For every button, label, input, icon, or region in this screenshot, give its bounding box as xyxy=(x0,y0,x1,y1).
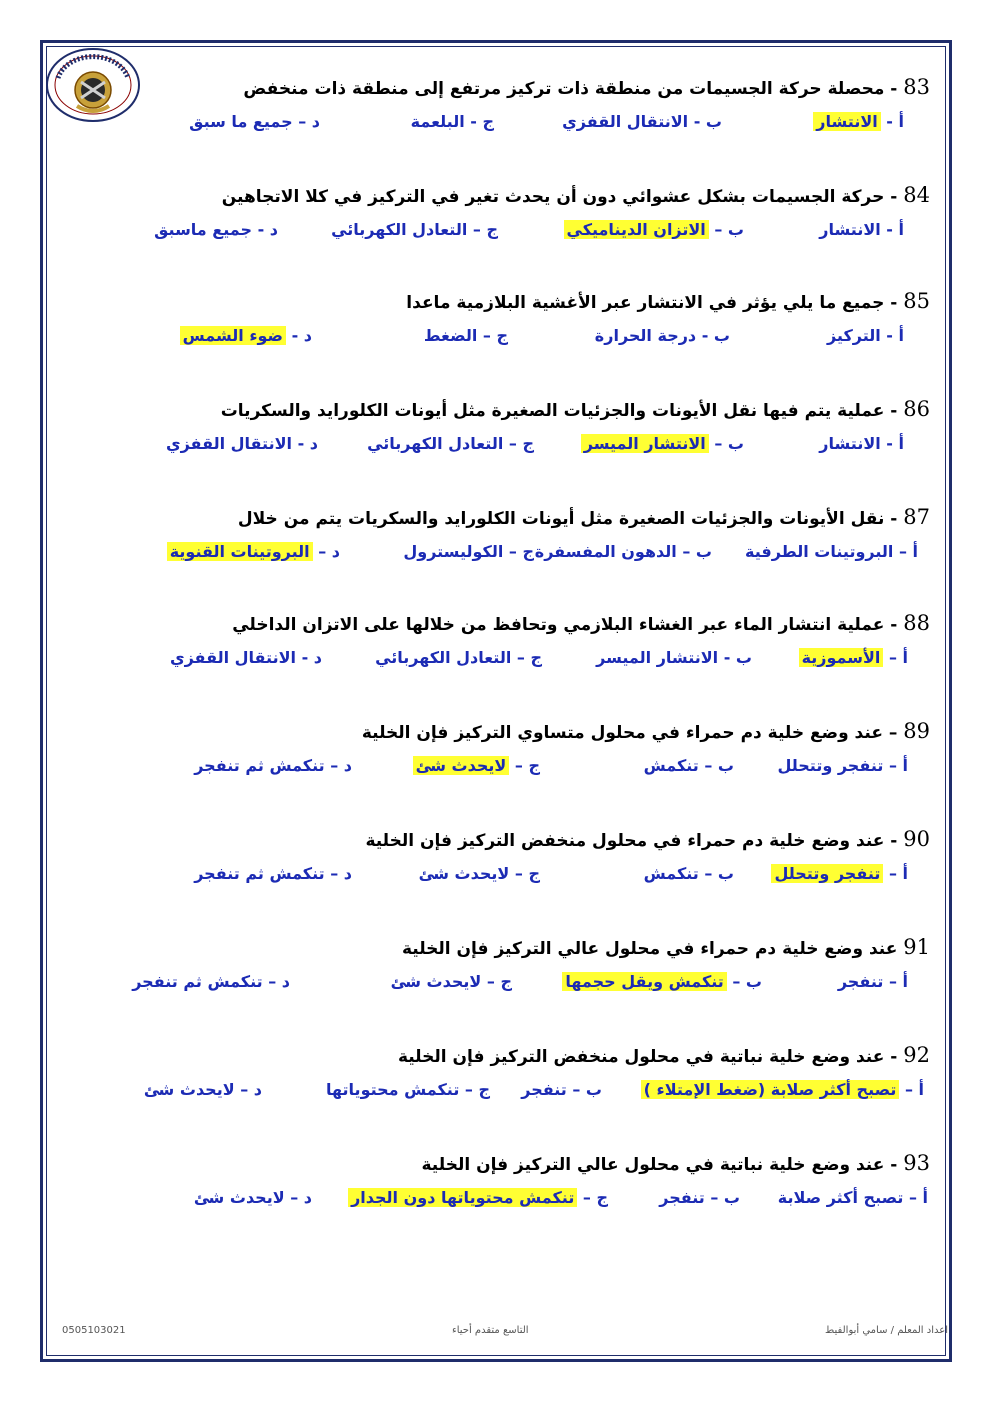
question-text: - حركة الجسيمات بشكل عشوائي دون أن يحدث تغير في التركيز في كلا الاتجاهين xyxy=(221,187,904,207)
options-row xyxy=(60,429,930,463)
question-number: 90 xyxy=(903,827,930,851)
option-label: ب – xyxy=(704,1188,740,1207)
option-b[interactable] xyxy=(581,429,744,459)
question-text-line xyxy=(60,181,930,209)
option-d[interactable] xyxy=(154,215,278,245)
option-label: ج – xyxy=(481,972,512,991)
option-label: ب - xyxy=(696,326,730,345)
question-text: - جميع ما يلي يؤثر في الانتشار عبر الأغشية البلازمية ماعدا xyxy=(406,293,904,313)
question-text: - عند وضع خلية نباتية في محلول منخفض التركيز فإن الخلية xyxy=(397,1047,904,1067)
option-text: تنكمش ثم تنفجر xyxy=(132,972,263,991)
option-c[interactable] xyxy=(391,967,512,997)
option-text: تنفجر وتتحلل xyxy=(777,756,884,775)
option-label: ب – xyxy=(676,542,712,561)
option-b[interactable] xyxy=(644,751,734,781)
question-number: 85 xyxy=(903,289,930,313)
option-label: د – xyxy=(292,112,320,131)
option-label: د - xyxy=(286,326,312,345)
question-text-line xyxy=(60,1041,930,1069)
question-text: عند وضع خلية دم حمراء في محلول عالي التركيز فإن الخلية xyxy=(401,939,904,959)
question-text: - محصلة حركة الجسيمات من منطقة ذات تركيز مرتفع إلى منطقة ذات منخفض xyxy=(243,79,904,99)
option-text: تنفجر xyxy=(837,972,884,991)
footer-author: اعداد المعلم / سامي أبوالفيط xyxy=(825,1325,948,1336)
question-84 xyxy=(60,181,930,249)
option-b[interactable] xyxy=(595,321,730,351)
option-d[interactable] xyxy=(194,751,352,781)
option-text: تنكمش محتوياتها xyxy=(325,1080,460,1099)
option-label: ج – xyxy=(459,1080,490,1099)
question-text-line xyxy=(60,609,930,637)
option-a[interactable] xyxy=(838,967,908,997)
option-c[interactable] xyxy=(348,1183,608,1213)
option-label: ب – xyxy=(698,756,734,775)
option-text: الانتقال القفزي xyxy=(562,112,689,131)
option-text: جميع ما سبق xyxy=(189,112,293,131)
option-a[interactable] xyxy=(827,321,904,351)
question-86 xyxy=(60,395,930,463)
question-number: 87 xyxy=(903,505,930,529)
option-text: لايحدث شئ xyxy=(413,756,510,775)
option-a[interactable] xyxy=(819,215,904,245)
option-c[interactable] xyxy=(367,429,534,459)
option-label: ج – xyxy=(477,326,508,345)
option-text: تنفجر وتتحلل xyxy=(771,864,883,883)
option-text: الأسموزية xyxy=(799,648,884,667)
option-text: التعادل الكهربائي xyxy=(367,434,504,453)
option-c[interactable] xyxy=(375,643,542,673)
option-text: البروتينات القنوية xyxy=(167,542,313,561)
option-text: التركيز xyxy=(826,326,881,345)
option-a[interactable] xyxy=(745,537,918,567)
option-c[interactable] xyxy=(413,751,540,781)
option-text: لايحدث شئ xyxy=(143,1080,235,1099)
option-label: ب - xyxy=(718,648,752,667)
option-b[interactable] xyxy=(521,1075,602,1105)
option-a[interactable] xyxy=(777,751,908,781)
question-text: - عملية يتم فيها نقل الأيونات والجزئيات الصغيرة مثل أيونات الكلورايد والسكريات xyxy=(220,401,904,421)
option-label: د – xyxy=(324,756,352,775)
option-d[interactable] xyxy=(194,1183,312,1213)
option-label: أ – xyxy=(883,756,908,775)
question-text: - عند وضع خلية نباتية في محلول عالي التركيز فإن الخلية xyxy=(421,1155,904,1175)
question-text-line xyxy=(60,287,930,315)
options-row xyxy=(60,1075,930,1109)
option-c[interactable] xyxy=(326,1075,490,1105)
option-label: ج – xyxy=(509,864,540,883)
question-text: - نقل الأيونات والجزئيات الصغيرة مثل أيونات الكلورايد والسكريات يتم من خلال xyxy=(237,509,904,529)
options-row xyxy=(60,859,930,893)
option-label: أ – xyxy=(883,864,908,883)
option-text: الانتشار xyxy=(819,434,881,453)
option-a[interactable] xyxy=(819,429,904,459)
option-label: أ – xyxy=(899,1080,924,1099)
question-92 xyxy=(60,1041,930,1109)
question-text: - عملية انتشار الماء عبر الغشاء البلازمي وتحافظ من خلالها على الاتزان الداخلي xyxy=(232,615,904,635)
option-label: أ - xyxy=(880,326,904,345)
question-text-line xyxy=(60,825,930,853)
option-text: الانتقال القفزي xyxy=(169,648,296,667)
option-text: الانتشار الميسر xyxy=(581,434,709,453)
option-text: تنكمش ثم تنفجر xyxy=(194,864,325,883)
option-a[interactable] xyxy=(641,1075,924,1105)
question-text-line xyxy=(60,1149,930,1177)
option-b[interactable] xyxy=(596,643,752,673)
option-text: تنكمش ويقل حجمها xyxy=(562,972,726,991)
option-label: أ – xyxy=(893,542,918,561)
option-text: جميع ماسبق xyxy=(154,220,252,239)
option-label: أ - xyxy=(880,220,904,239)
question-text-line xyxy=(60,933,930,961)
option-d[interactable] xyxy=(170,643,322,673)
options-row xyxy=(60,537,930,571)
option-b[interactable] xyxy=(644,859,734,889)
option-d[interactable] xyxy=(194,859,352,889)
options-row xyxy=(60,751,930,785)
question-number: 84 xyxy=(903,183,930,207)
option-label: ج – xyxy=(509,756,540,775)
option-a[interactable] xyxy=(813,107,904,137)
option-c[interactable] xyxy=(403,537,534,567)
question-88 xyxy=(60,609,930,677)
options-row xyxy=(60,1183,930,1217)
option-label: أ – xyxy=(883,648,908,667)
option-text: لايحدث شئ xyxy=(193,1188,285,1207)
option-text: تنكمش محتوياتها دون الجدار xyxy=(348,1188,577,1207)
option-b[interactable] xyxy=(659,1183,740,1213)
question-text: - عند وضع خلية دم حمراء في محلول منخفض التركيز فإن الخلية xyxy=(365,831,904,851)
option-label: أ - xyxy=(880,112,904,131)
option-text: البلعمة xyxy=(410,112,465,131)
question-83 xyxy=(60,73,930,141)
option-a[interactable] xyxy=(771,859,908,889)
option-label: ج – xyxy=(503,434,534,453)
question-number: 93 xyxy=(903,1151,930,1175)
options-row xyxy=(60,643,930,677)
option-text: تنفجر xyxy=(521,1080,567,1099)
option-label: ب - xyxy=(688,112,722,131)
question-87 xyxy=(60,503,930,571)
option-d[interactable] xyxy=(189,107,320,137)
option-text: الانتقال القفزي xyxy=(165,434,292,453)
option-text: الكوليسترول xyxy=(403,542,504,561)
option-text: الضغط xyxy=(423,326,478,345)
option-label: أ – xyxy=(903,1188,928,1207)
option-text: الانتشار xyxy=(819,220,881,239)
question-text-line xyxy=(60,73,930,101)
question-number: 91 xyxy=(903,935,930,959)
option-label: ب – xyxy=(708,220,744,239)
option-label: د – xyxy=(234,1080,262,1099)
option-label: أ – xyxy=(883,972,908,991)
option-text: التعادل الكهربائي xyxy=(331,220,468,239)
option-text: تصبح أكثر صلابة xyxy=(777,1188,904,1207)
options-row xyxy=(60,215,930,249)
option-text: الانتشار xyxy=(813,112,880,131)
option-label: ج - xyxy=(464,112,494,131)
question-number: 83 xyxy=(903,75,930,99)
option-label: د - xyxy=(296,648,322,667)
option-label: د – xyxy=(324,864,352,883)
option-text: الدهون المفسفرة xyxy=(534,542,677,561)
option-text: لايحدث شئ xyxy=(390,972,482,991)
option-label: أ - xyxy=(880,434,904,453)
option-a[interactable] xyxy=(778,1183,928,1213)
question-number: 86 xyxy=(903,397,930,421)
option-text: البروتينات الطرفية xyxy=(744,542,894,561)
question-text: – عند وضع خلية دم حمراء في محلول متساوي التركيز فإن الخلية xyxy=(361,723,904,743)
option-text: التعادل الكهربائي xyxy=(375,648,512,667)
option-text: ضوء الشمس xyxy=(180,326,286,345)
question-90 xyxy=(60,825,930,893)
option-label: ب – xyxy=(566,1080,602,1099)
option-b[interactable] xyxy=(535,537,712,567)
question-number: 92 xyxy=(903,1043,930,1067)
option-text: درجة الحرارة xyxy=(594,326,697,345)
options-row xyxy=(60,107,930,141)
option-label: ج – xyxy=(511,648,542,667)
option-label: ب – xyxy=(708,434,744,453)
footer-phone: 0505103021 xyxy=(62,1325,126,1336)
option-label: د – xyxy=(262,972,290,991)
question-text-line xyxy=(60,395,930,423)
option-text: تنكمش ثم تنفجر xyxy=(194,756,325,775)
option-d[interactable] xyxy=(144,1075,262,1105)
option-text: تنكمش xyxy=(643,756,699,775)
option-label: ج – xyxy=(503,542,534,561)
option-c[interactable] xyxy=(331,215,498,245)
option-d[interactable] xyxy=(180,321,312,351)
option-c[interactable] xyxy=(424,321,508,351)
option-label: د - xyxy=(252,220,278,239)
option-label: د – xyxy=(284,1188,312,1207)
question-85 xyxy=(60,287,930,355)
option-c[interactable] xyxy=(411,107,494,137)
option-d[interactable] xyxy=(167,537,340,567)
option-label: د - xyxy=(292,434,318,453)
option-b[interactable] xyxy=(562,107,722,137)
question-text-line xyxy=(60,503,930,531)
option-text: تصبح أكثر صلابة (ضغط الإمتلاء ) xyxy=(641,1080,900,1099)
option-text: لايحدث شئ xyxy=(418,864,510,883)
options-row xyxy=(60,321,930,355)
question-93 xyxy=(60,1149,930,1217)
option-c[interactable] xyxy=(419,859,540,889)
option-text: الانتشار الميسر xyxy=(596,648,719,667)
option-label: ب – xyxy=(726,972,762,991)
option-b[interactable] xyxy=(564,215,745,245)
option-text: تنكمش xyxy=(643,864,699,883)
question-91 xyxy=(60,933,930,1001)
question-number: 89 xyxy=(903,719,930,743)
footer-subject: التاسع متقدم أحياء xyxy=(452,1325,529,1336)
option-label: ج – xyxy=(467,220,498,239)
option-label: ج – xyxy=(577,1188,608,1207)
options-row xyxy=(60,967,930,1001)
option-label: ب – xyxy=(698,864,734,883)
option-text: الاتزان الديناميكي xyxy=(564,220,709,239)
option-text: تنفجر xyxy=(659,1188,705,1207)
option-a[interactable] xyxy=(799,643,908,673)
question-text-line xyxy=(60,717,930,745)
option-label: د – xyxy=(312,542,340,561)
question-number: 88 xyxy=(903,611,930,635)
option-b[interactable] xyxy=(562,967,762,997)
option-d[interactable] xyxy=(166,429,318,459)
question-89 xyxy=(60,717,930,785)
option-d[interactable] xyxy=(132,967,290,997)
